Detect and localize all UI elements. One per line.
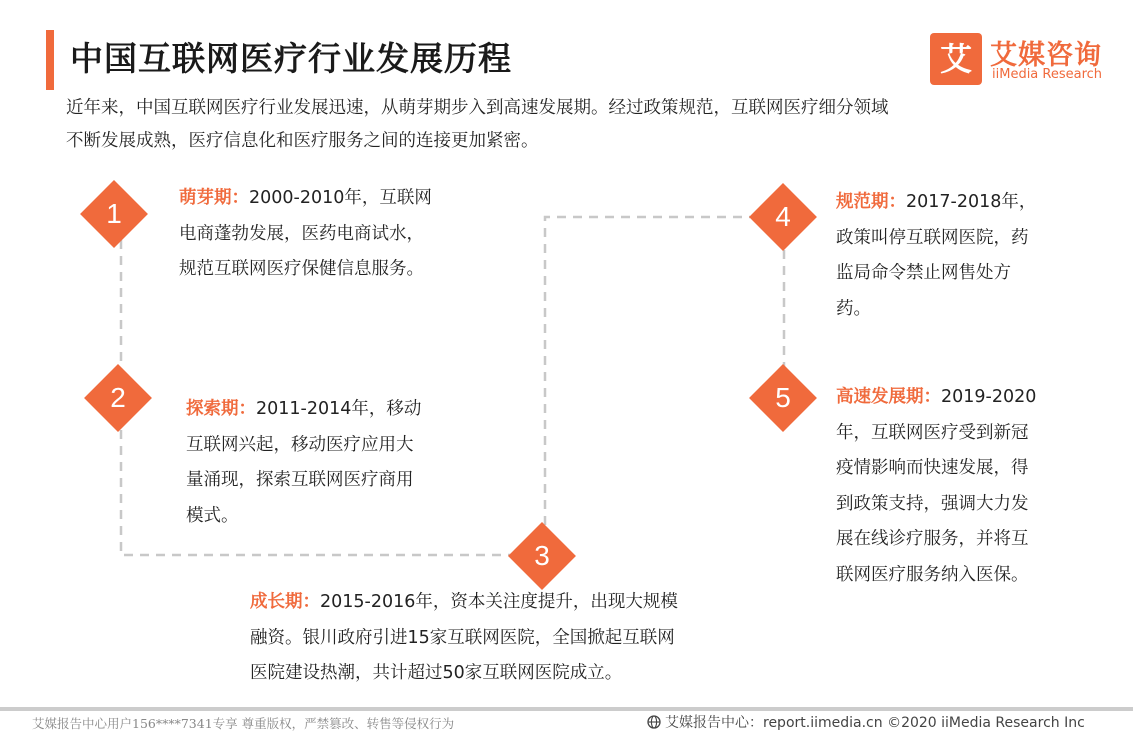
stage-2-label: 探索期： <box>186 399 256 419</box>
stage-5-text <box>836 380 1106 593</box>
stage-1-label: 萌芽期： <box>179 188 249 208</box>
stage-5-line-4: 到政策支持，强调大力发 <box>836 493 1029 514</box>
stage-3-line-1: 成长期：2015-2016年，资本关注度提升，出现大规模 <box>250 592 678 612</box>
logo-en-name: iiMedia Research <box>992 67 1103 82</box>
footer-source <box>647 712 1085 732</box>
stage-2-text <box>186 392 486 534</box>
stage-3-line-3: 医院建设热潮，共计超过50家互联网医院成立。 <box>250 663 623 683</box>
stage-4-line-4: 药。 <box>836 298 871 319</box>
stage-1-line-1: 萌芽期：2000-2010年，互联网 <box>179 188 432 208</box>
page-title: 中国互联网医疗行业发展历程 <box>70 39 512 78</box>
intro-line-2: 不断发展成熟，医疗信息化和医疗服务之间的连接更加紧密。 <box>66 131 539 151</box>
stage-5-line-6: 联网医疗服务纳入医保。 <box>836 564 1029 585</box>
footer-divider <box>0 707 1133 711</box>
stage-3-text <box>250 585 810 692</box>
stage-2-line-1: 探索期：2011-2014年，移动 <box>186 399 422 419</box>
stage-2-line-2: 互联网兴起，移动医疗应用大 <box>186 434 414 455</box>
stage-4-label: 规范期： <box>836 192 906 212</box>
stage-4-text <box>836 185 1096 327</box>
stage-2-number: 2 <box>110 382 126 413</box>
stage-5-line-2: 年，互联网医疗受到新冠 <box>836 422 1029 443</box>
stage-2-line-3: 量涌现，探索互联网医疗商用 <box>186 470 414 490</box>
stage-1-line-3: 规范互联网医疗保健信息服务。 <box>179 259 424 279</box>
logo-mark-text: 艾 <box>939 40 972 78</box>
stage-4-number: 4 <box>775 201 791 232</box>
stage-5-label: 高速发展期： <box>836 387 941 407</box>
stage-5-line-3: 疫情影响而快速发展，得 <box>836 458 1029 478</box>
stage-1-text <box>179 181 509 288</box>
footer-source-text: 艾媒报告中心：report.iimedia.cn ©2020 iiMedia Research Inc <box>665 715 1085 731</box>
stage-3-number: 3 <box>534 540 550 571</box>
globe-icon <box>647 715 661 729</box>
stage-3-line-2: 融资。银川政府引进15家互联网医院，全国掀起互联网 <box>250 627 675 648</box>
stage-5-line-5: 展在线诊疗服务，并将互 <box>836 529 1029 549</box>
stage-4-line-3: 监局命令禁止网售处方 <box>836 263 1011 283</box>
intro-line-1: 近年来，中国互联网医疗行业发展迅速，从萌芽期步入到高速发展期。经过政策规范，互联网医疗细分领域 <box>66 98 889 118</box>
stage-5-number: 5 <box>775 382 791 413</box>
stage-3-label: 成长期： <box>250 592 320 612</box>
stage-1-line-2: 电商蓬勃发展，医药电商试水， <box>179 223 424 244</box>
stage-2-line-4: 模式。 <box>186 505 239 526</box>
stage-5-line-1: 高速发展期：2019-2020 <box>836 387 1037 407</box>
stage-4-line-2: 政策叫停互联网医院，药 <box>836 227 1029 248</box>
connector-3-4 <box>545 217 750 525</box>
stage-1-number: 1 <box>106 198 122 229</box>
footer-copyright-notice: 艾媒报告中心用户156****7341专享 尊重版权，严禁篡改、转售等侵权行为 <box>32 716 455 731</box>
stage-4-line-1: 规范期：2017-2018年， <box>836 192 1037 212</box>
logo-cn-name: 艾媒咨询 <box>990 40 1102 71</box>
